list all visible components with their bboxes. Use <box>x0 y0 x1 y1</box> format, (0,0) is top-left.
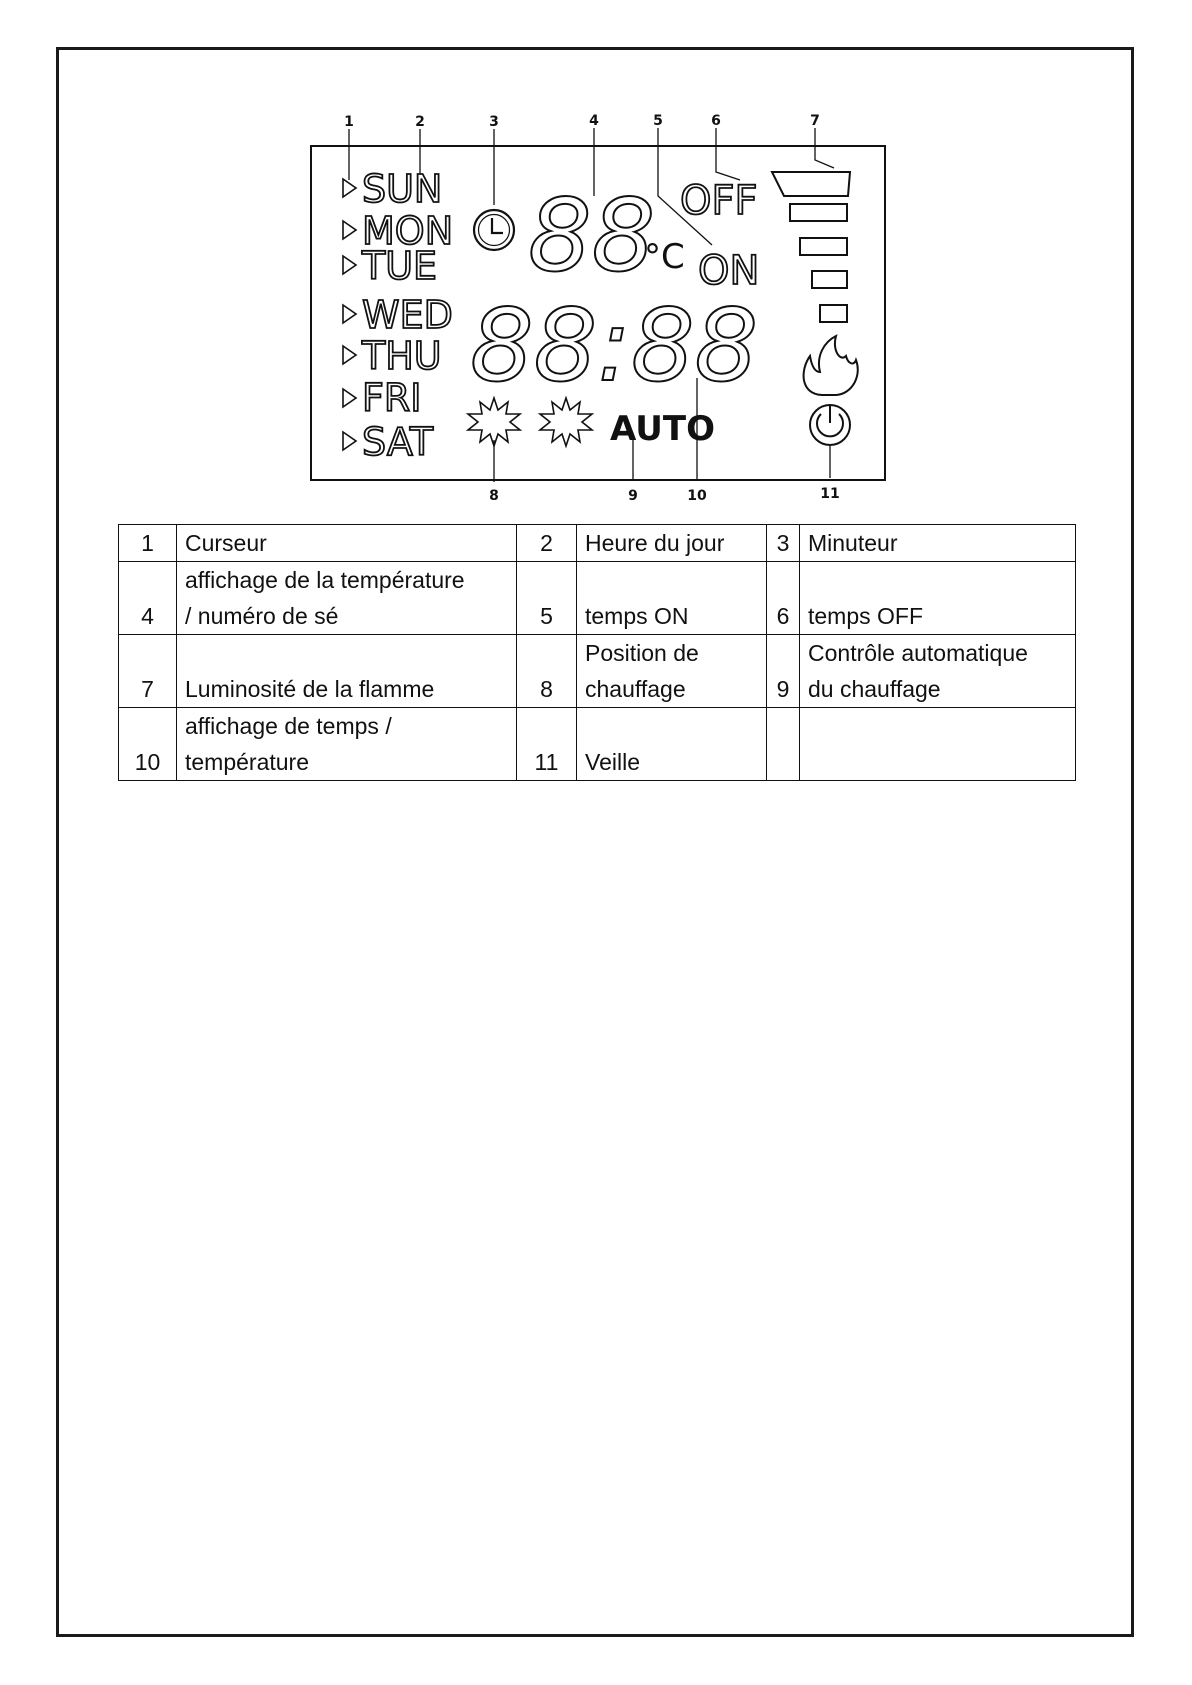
clock-icon <box>474 210 514 250</box>
day-mon: MON <box>362 209 454 253</box>
legend-text-line: temps ON <box>585 603 689 629</box>
callout-8: 8 <box>489 488 499 500</box>
legend-text-line: Minuteur <box>808 530 898 556</box>
legend-description <box>800 525 1076 562</box>
legend-description <box>577 708 767 781</box>
lcd-diagram <box>0 0 1192 500</box>
legend-text-line: Luminosité de la flamme <box>185 676 435 702</box>
legend-text-line: Position de <box>585 640 699 666</box>
cursor-triangle-icon <box>343 221 356 239</box>
legend-text-line: Curseur <box>185 530 267 556</box>
legend-row <box>119 708 1076 781</box>
legend-text-line: Contrôle automatique <box>808 640 1028 666</box>
legend-row <box>119 635 1076 708</box>
cursor-triangle-icon <box>343 305 356 323</box>
legend-number: 7 <box>119 635 177 708</box>
legend-description <box>177 525 517 562</box>
time-digits: 88:88 <box>470 287 759 404</box>
legend-number: 9 <box>767 635 800 708</box>
temperature-digits: 88 <box>528 177 656 294</box>
legend-text-line: affichage de temps / <box>185 713 392 739</box>
legend-description <box>577 525 767 562</box>
day-wed: WED <box>362 293 453 337</box>
legend-row <box>119 562 1076 635</box>
legend-number: 8 <box>517 635 577 708</box>
legend-number <box>767 708 800 781</box>
flame-level-bars-icon <box>772 172 850 322</box>
legend-description <box>800 635 1076 708</box>
legend-number: 10 <box>119 708 177 781</box>
legend-text-line: affichage de la température <box>185 567 465 593</box>
legend-text-line: température <box>185 749 310 775</box>
legend-number: 2 <box>517 525 577 562</box>
legend-description <box>800 708 1076 781</box>
callout-7: 7 <box>810 113 820 129</box>
legend-table <box>118 524 1076 781</box>
day-tue: TUE <box>362 244 438 288</box>
power-icon <box>810 405 850 445</box>
legend-text-line: Veille <box>585 749 640 775</box>
legend-text-line: / numéro de sé <box>185 603 339 629</box>
legend-description <box>177 562 517 635</box>
auto-indicator: AUTO <box>610 409 715 449</box>
celsius-unit: °C <box>644 237 685 277</box>
legend-description <box>177 708 517 781</box>
cursor-triangle-icon <box>343 389 356 407</box>
legend-text-line: chauffage <box>585 676 686 702</box>
callout-3: 3 <box>489 114 499 130</box>
day-sat: SAT <box>362 420 434 464</box>
legend-description <box>577 562 767 635</box>
legend-text-line: temps OFF <box>808 603 924 629</box>
day-sun: SUN <box>362 167 443 211</box>
cursor-triangle-icon <box>343 432 356 450</box>
legend-number: 6 <box>767 562 800 635</box>
cursor-triangle-icon <box>343 256 356 274</box>
callout-1: 1 <box>344 114 354 130</box>
callout-2: 2 <box>415 114 425 130</box>
day-thu: THU <box>362 334 442 378</box>
flame-icon <box>804 336 858 395</box>
callout-4: 4 <box>589 113 599 129</box>
off-indicator: OFF <box>680 178 758 224</box>
legend-row <box>119 525 1076 562</box>
legend-number: 5 <box>517 562 577 635</box>
legend-number: 3 <box>767 525 800 562</box>
callout-11: 11 <box>820 486 840 500</box>
legend-text-line: Heure du jour <box>585 530 725 556</box>
callout-9: 9 <box>628 488 638 500</box>
day-fri: FRI <box>362 376 422 420</box>
callout-5: 5 <box>653 113 663 129</box>
legend-number: 11 <box>517 708 577 781</box>
cursor-triangle-icon <box>343 179 356 197</box>
legend-description <box>577 635 767 708</box>
legend-number: 4 <box>119 562 177 635</box>
callout-6: 6 <box>711 113 721 129</box>
on-indicator: ON <box>698 248 760 294</box>
callout-10: 10 <box>687 488 707 500</box>
legend-text-line: du chauffage <box>808 676 941 702</box>
cursor-triangle-icon <box>343 346 356 364</box>
sun-icon <box>540 398 592 446</box>
sun-icon <box>468 398 520 446</box>
legend-body <box>119 525 1076 781</box>
legend-description <box>177 635 517 708</box>
legend-number: 1 <box>119 525 177 562</box>
legend-description <box>800 562 1076 635</box>
